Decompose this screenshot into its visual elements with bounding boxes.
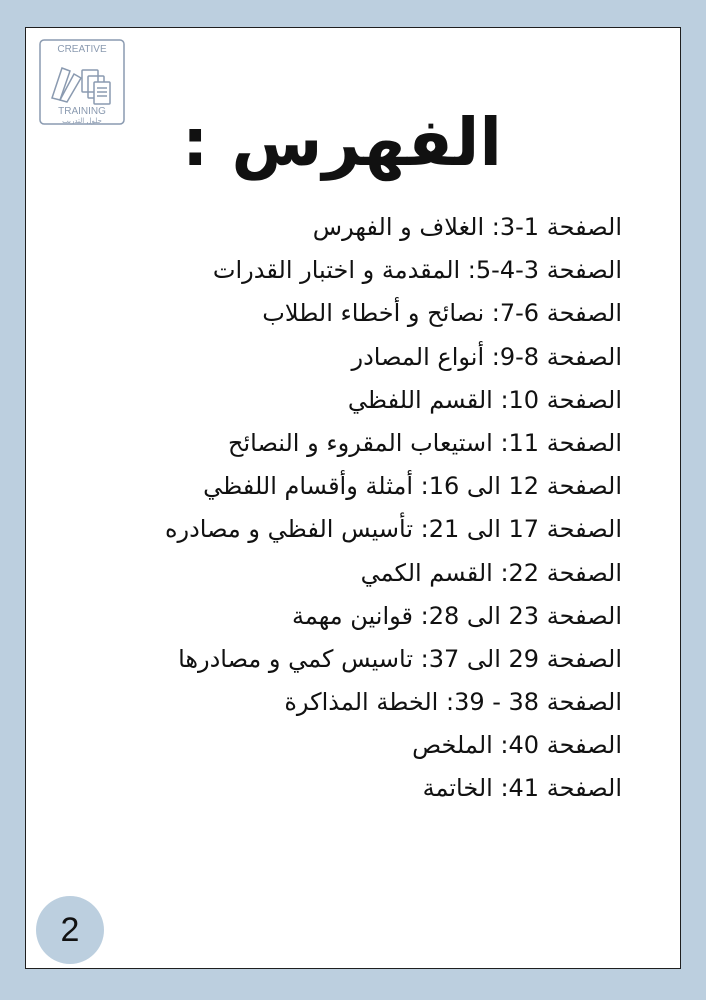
logo-bottom-text: TRAINING xyxy=(58,106,106,117)
logo-arabic-text: حلول التدريب xyxy=(62,117,102,125)
page-title: الفهرس : xyxy=(182,104,502,181)
page-number-badge: 2 xyxy=(36,896,104,964)
creative-training-logo xyxy=(38,38,126,126)
toc-item: الصفحة 11: استيعاب المقروء و النصائح xyxy=(227,428,622,457)
toc-item: الصفحة 3-4-5: المقدمة و اختبار القدرات xyxy=(212,256,622,285)
document-page xyxy=(25,27,681,969)
toc-item: الصفحة 29 الى 37: تاسيس كمي و مصادرها xyxy=(178,644,622,673)
table-of-contents xyxy=(62,206,622,811)
toc-item: الصفحة 22: القسم الكمي xyxy=(360,558,622,587)
toc-item: الصفحة 17 الى 21: تأسيس الفظي و مصادره xyxy=(164,515,622,544)
document-stack-icon xyxy=(38,38,126,126)
toc-item: الصفحة 1-3: الغلاف و الفهرس xyxy=(312,213,622,241)
logo-top-text: CREATIVE xyxy=(57,44,107,55)
toc-item: الصفحة 23 الى 28: قوانين مهمة xyxy=(292,601,622,630)
toc-item: الصفحة 38 - 39: الخطة المذاكرة xyxy=(284,688,622,717)
toc-item: الصفحة 10: القسم اللفظي xyxy=(347,385,622,414)
toc-item: الصفحة 12 الى 16: أمثلة وأقسام اللفظي xyxy=(203,472,622,501)
toc-item: الصفحة 41: الخاتمة xyxy=(422,774,622,803)
toc-item: الصفحة 40: الملخص xyxy=(412,731,622,760)
toc-item: الصفحة 8-9: أنواع المصادر xyxy=(351,342,622,371)
toc-item: الصفحة 6-7: نصائح و أخطاء الطلاب xyxy=(262,299,622,328)
